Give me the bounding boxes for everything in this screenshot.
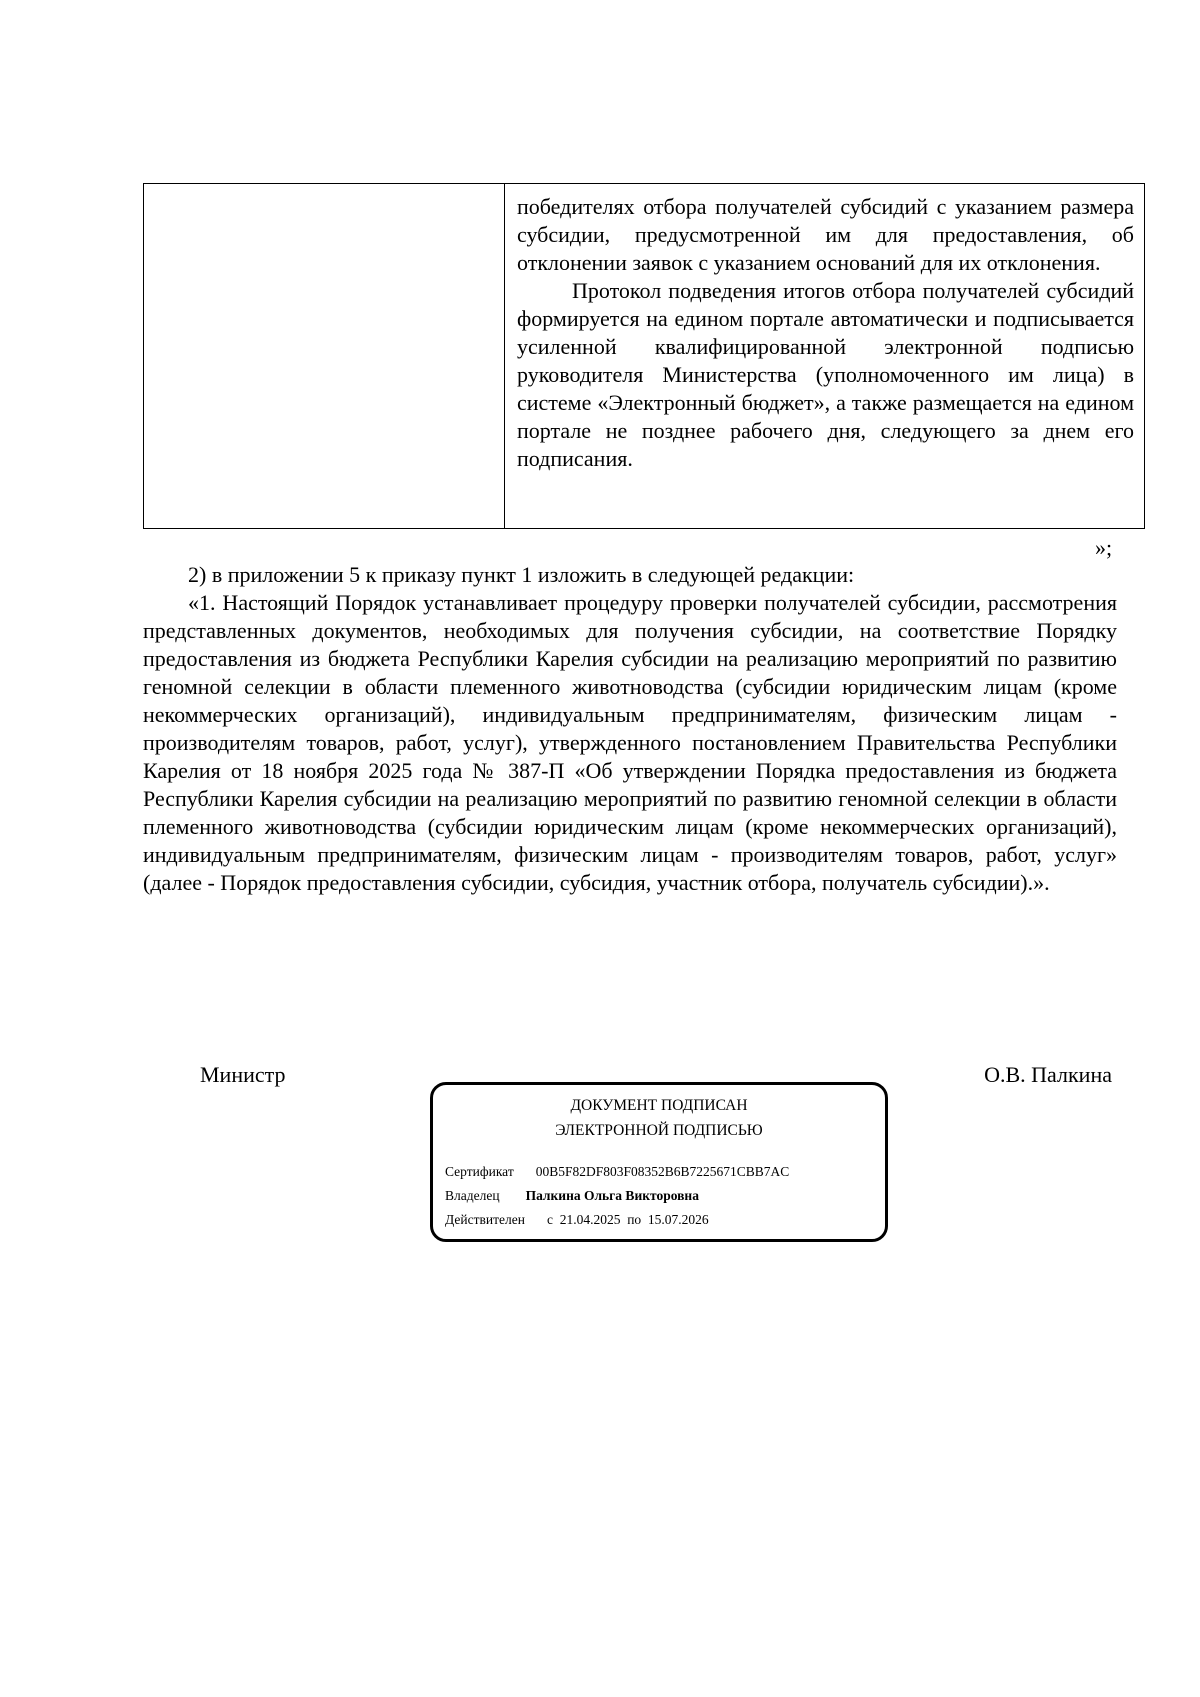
- table-paragraph-2: Протокол подведения итогов отбора получателей субсидий формируется на едином портале автоматически и подписывается усиленной квалифицированной электронной подписью руководителя Министерства (уполномоченного им лица) в системе «Электронный бюджет», а также размещается на едином портале не позднее рабочего дня, следующего за днем его подписания.: [517, 278, 1134, 471]
- stamp-certificate-row: [445, 1163, 789, 1181]
- valid-from-date: 21.04.2025: [559, 1212, 621, 1227]
- body-paragraph-1: 2) в приложении 5 к приказу пункт 1 изложить в следующей редакции:: [188, 562, 855, 587]
- table-paragraph-1: победителях отбора получателей субсидий с указанием размера субсидии, предусмотренной им для предоставления, об отклонении заявок с указанием оснований для их отклонения.: [517, 194, 1134, 275]
- continuation-table: [143, 183, 1145, 529]
- body-paragraph-2: «1. Настоящий Порядок устанавливает процедуру проверки получателей субсидии, рассмотрения представленных документов, необходимых для получения субсидии, на соответствие Порядку предоставления из бюджета Республики Карелия субсидии на реализацию мероприятий по развитию геномной селекции в области племенного животноводства (субсидии юридическим лицам (кроме некоммерческих организаций), индивидуальным предпринимателям, физическим лицам - производителям товаров, работ, услуг), утвержденного постановлением Правительства Республики Карелия от 18 ноября 2025 года № 387-П «Об утверждении Порядка предоставления из бюджета Республики Карелия субсидии на реализацию мероприятий по развитию геномной селекции в области племенного животноводства (субсидии юридическим лицам (кроме некоммерческих организаций), индивидуальным предпринимателям, физическим лицам - производителям товаров, работ, услуг» (далее - Порядок предоставления субсидии, субсидия, участник отбора, получатель субсидии).».: [143, 590, 1117, 895]
- signer-title: Министр: [200, 1062, 286, 1087]
- valid-from-prefix: с: [546, 1212, 553, 1227]
- stamp-heading-line-2: ЭЛЕКТРОННОЙ ПОДПИСЬЮ: [555, 1122, 763, 1139]
- owner-value: Палкина Ольга Викторовна: [525, 1188, 699, 1203]
- table-cell-left: [144, 184, 505, 528]
- certificate-label: Сертификат: [445, 1164, 514, 1179]
- electronic-signature-stamp: [430, 1082, 888, 1242]
- signer-name: О.В. Палкина: [984, 1062, 1112, 1087]
- table-cell-right: [505, 184, 1144, 528]
- stamp-owner-row: [445, 1187, 699, 1205]
- stamp-heading-line-1: ДОКУМЕНТ ПОДПИСАН: [570, 1097, 748, 1114]
- valid-to-prefix: по: [627, 1212, 642, 1227]
- stamp-validity-row: [445, 1211, 709, 1229]
- validity-label: Действителен: [445, 1212, 525, 1227]
- closing-quote: »;: [1095, 535, 1113, 560]
- owner-label: Владелец: [445, 1188, 500, 1203]
- body-text: [143, 561, 1117, 897]
- valid-to-date: 15.07.2026: [647, 1212, 709, 1227]
- certificate-value: 00B5F82DF803F08352B6B7225671CBB7AC: [535, 1164, 790, 1179]
